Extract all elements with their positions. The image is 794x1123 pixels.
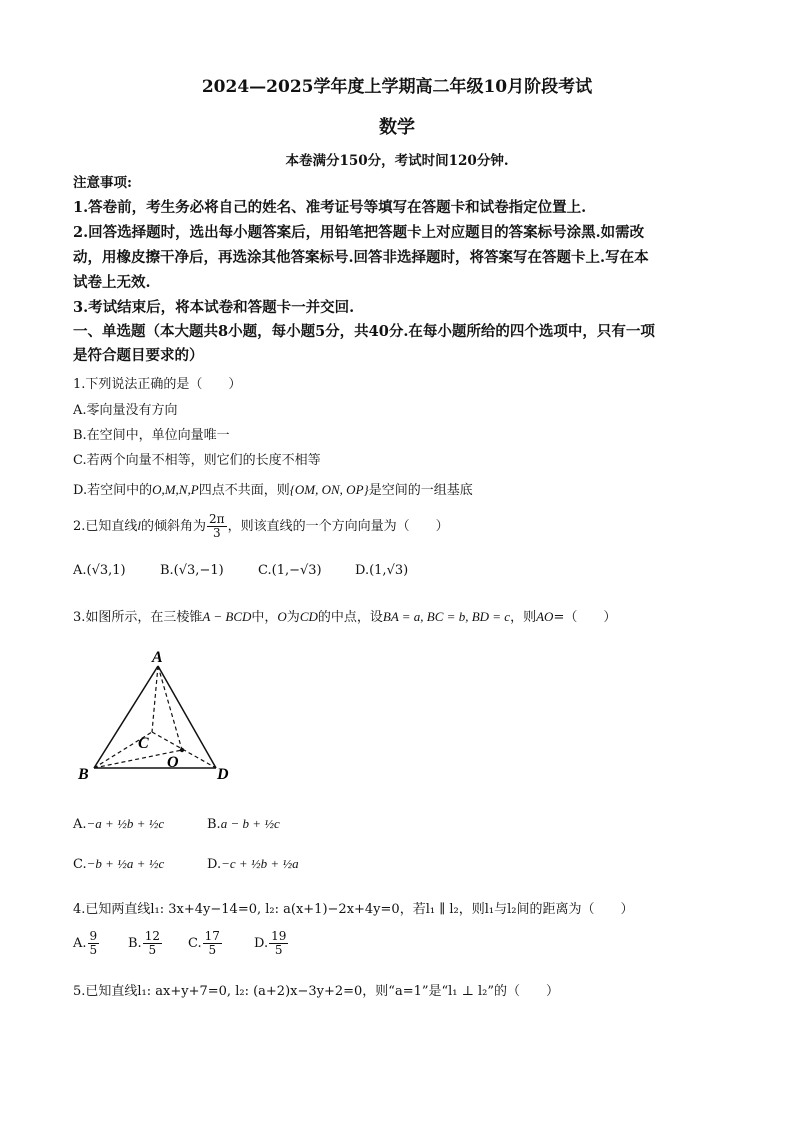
q1-option-c: C.若两个向量不相等，则它们的长度不相等: [73, 453, 321, 468]
q5-stem: 5.已知直线l₁: ax+y+7=0, l₂: (a+2)x−3y+2=0，则“a=1”是“l₁ ⊥ l₂”的（ ）: [73, 984, 560, 999]
q1-option-a: A.零向量没有方向: [73, 403, 178, 418]
notes-heading: 注意事项:: [73, 175, 132, 191]
label-c: C: [138, 735, 149, 752]
q3-option-d: D.−c + ½b + ½a: [207, 856, 299, 872]
q4-option-d: D. $\frac{19}{5}$: [254, 929, 287, 957]
q4-option-b: B. $\frac{12}{5}$: [128, 929, 160, 957]
q3-stem: 3.如图所示，在三棱锥A − BCD中，O为CD的中点，设BA = a, BC = b, BD = c，则AO=（ ）: [73, 609, 617, 625]
q1-stem: 1.下列说法正确的是（ ）: [73, 377, 242, 392]
q2-option-d: D.(1,√3): [355, 563, 409, 578]
edge-ab: [94, 666, 158, 768]
label-d: D: [217, 766, 229, 783]
note-item-2-line-2: 动，用橡皮擦干净后，再选涂其他答案标号.回答非选择题时，将答案写在答题卡上.写在本: [73, 249, 649, 266]
note-item-1: 1.答卷前，考生务必将自己的姓名、准考证号等填写在答题卡和试卷指定位置上.: [73, 199, 587, 216]
label-a: A: [152, 649, 163, 666]
edge-ac: [152, 666, 158, 732]
q2-option-b: B.(√3,−1): [160, 563, 224, 578]
section-heading-line-2: 是符合题目要求的）: [73, 347, 204, 364]
edge-ad: [158, 666, 216, 768]
tetrahedron-figure: [70, 640, 250, 790]
note-item-2-line-1: 2.回答选择题时，选出每小题答案后，用铅笔把答题卡上对应题目的答案标号涂黑.如需改: [73, 224, 645, 241]
q2-stem: 2.已知直线l的倾斜角为 $\frac{2\pi}{3}$ ，则该直线的一个方向向量为（ ）: [73, 512, 449, 540]
q4-stem: 4.已知两直线l₁: 3x+4y−14=0, l₂: a(x+1)−2x+4y=0，若l₁ ∥ l₂，则l₁与l₂间的距离为（ ）: [73, 902, 634, 917]
q2-angle-fraction: $\frac{2\pi}{3}$: [209, 512, 225, 540]
subject-title: 数学: [379, 117, 415, 138]
section-heading-line-1: 一、单选题（本大题共8小题，每小题5分，共40分.在每小题所给的四个选项中，只有一项: [73, 323, 655, 340]
q3-option-c: C.−b + ½a + ½c: [73, 856, 165, 872]
q1-option-d: D.若空间中的O,M,N,P四点不共面，则{OM, ON, OP}是空间的一组基底: [73, 482, 473, 498]
note-item-2-line-3: 试卷上无效.: [73, 274, 151, 291]
exam-title: 2024—2025学年度上学期高二年级10月阶段考试: [201, 77, 593, 97]
note-item-3: 3.考试结束后，将本试卷和答题卡一并交回.: [73, 299, 355, 316]
q4-option-a: A. $\frac{9}{5}$: [73, 929, 98, 957]
q1-option-b: B.在空间中，单位向量唯一: [73, 428, 230, 443]
q2-option-c: C.(1,−√3): [258, 563, 322, 578]
label-b: B: [78, 766, 89, 783]
point-o: [180, 748, 184, 752]
q3-option-a: A.−a + ½b + ½c: [73, 816, 165, 832]
segment-ao: [158, 666, 182, 750]
q3-option-b: B.a − b + ½c: [207, 816, 280, 832]
label-o: O: [167, 754, 179, 771]
q2-option-a: A.(√3,1): [73, 563, 126, 578]
exam-info: 本卷满分150分，考试时间120分钟.: [285, 153, 509, 169]
q4-option-c: C. $\frac{17}{5}$: [188, 929, 220, 957]
